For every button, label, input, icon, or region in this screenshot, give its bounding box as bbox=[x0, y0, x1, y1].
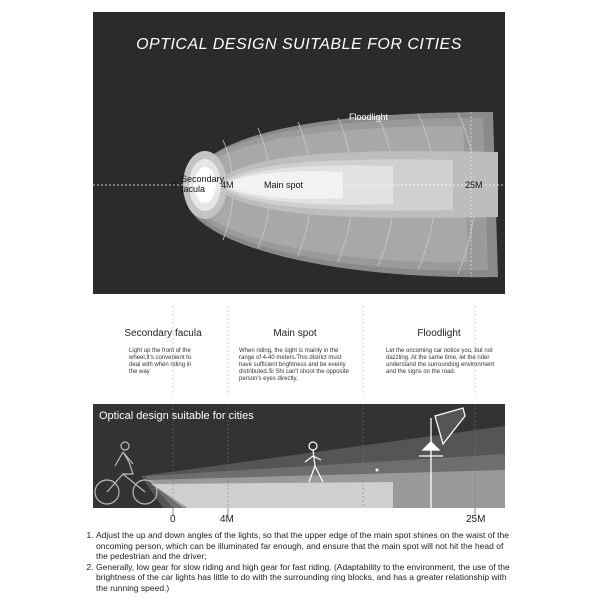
secondary-facula-label-line2: facula bbox=[181, 184, 206, 194]
distance-ruler bbox=[93, 508, 505, 518]
note-item: 2. Generally, low gear for slow riding and high gear for fast riding. (Adaptability to the environment, the use of the brightness of the car lights has little to do with the surrounding ring blocks, and has a greater relationship with the running speed.) bbox=[96, 562, 516, 594]
floodlight-heading: Floodlight bbox=[417, 328, 461, 339]
distance-4m-label: 4M bbox=[221, 180, 234, 190]
main-spot-label: Main spot bbox=[264, 180, 304, 190]
distance-25m-label: 25M bbox=[465, 180, 483, 190]
main-spot-heading: Main spot bbox=[273, 328, 317, 339]
floodlight-label: Floodlight bbox=[349, 112, 389, 122]
beam-diagram-panel bbox=[93, 12, 505, 294]
road-scene-panel bbox=[93, 404, 505, 508]
bottom-title: Optical design suitable for cities bbox=[99, 410, 254, 422]
main-spot-description: When riding, the sight is mainly in the range of 4-40 meters.This district must have sufficient brightness and be evenly distributed.Si Shi can't shoot the opposite person's eyes directly. bbox=[239, 348, 349, 382]
note-item: 1. Adjust the up and down angles of the lights, so that the upper edge of the main spot shines on the waist of the oncoming person, which can be illuminated far enough, and ensure that the main spot will not hit the head of the pedestrian and the driver; bbox=[96, 530, 516, 562]
secondary-facula-label-line1: Secondary bbox=[181, 174, 225, 184]
floodlight-description: Let the oncoming car notice you, but not dazzling. At the same time, let the rider understand the surrounding environment and the signs on the road. bbox=[386, 348, 495, 375]
top-title: OPTICAL DESIGN SUITABLE FOR CITIES bbox=[136, 36, 462, 53]
beam-pattern-graphic bbox=[93, 12, 505, 294]
description-section bbox=[93, 306, 505, 398]
ruler-25m-label: 25M bbox=[466, 514, 486, 525]
ruler-4m-label: 4M bbox=[220, 514, 234, 525]
secondary-facula-heading: Secondary facula bbox=[124, 328, 202, 339]
secondary-facula-description: Light up the front of the wheel,It's convenient to deal with when riding in the way bbox=[129, 348, 192, 375]
usage-notes bbox=[84, 530, 516, 593]
ruler-zero-label: 0 bbox=[170, 514, 176, 525]
cyclist-figure bbox=[95, 442, 157, 504]
distance-zero-label: 0 bbox=[171, 180, 177, 190]
